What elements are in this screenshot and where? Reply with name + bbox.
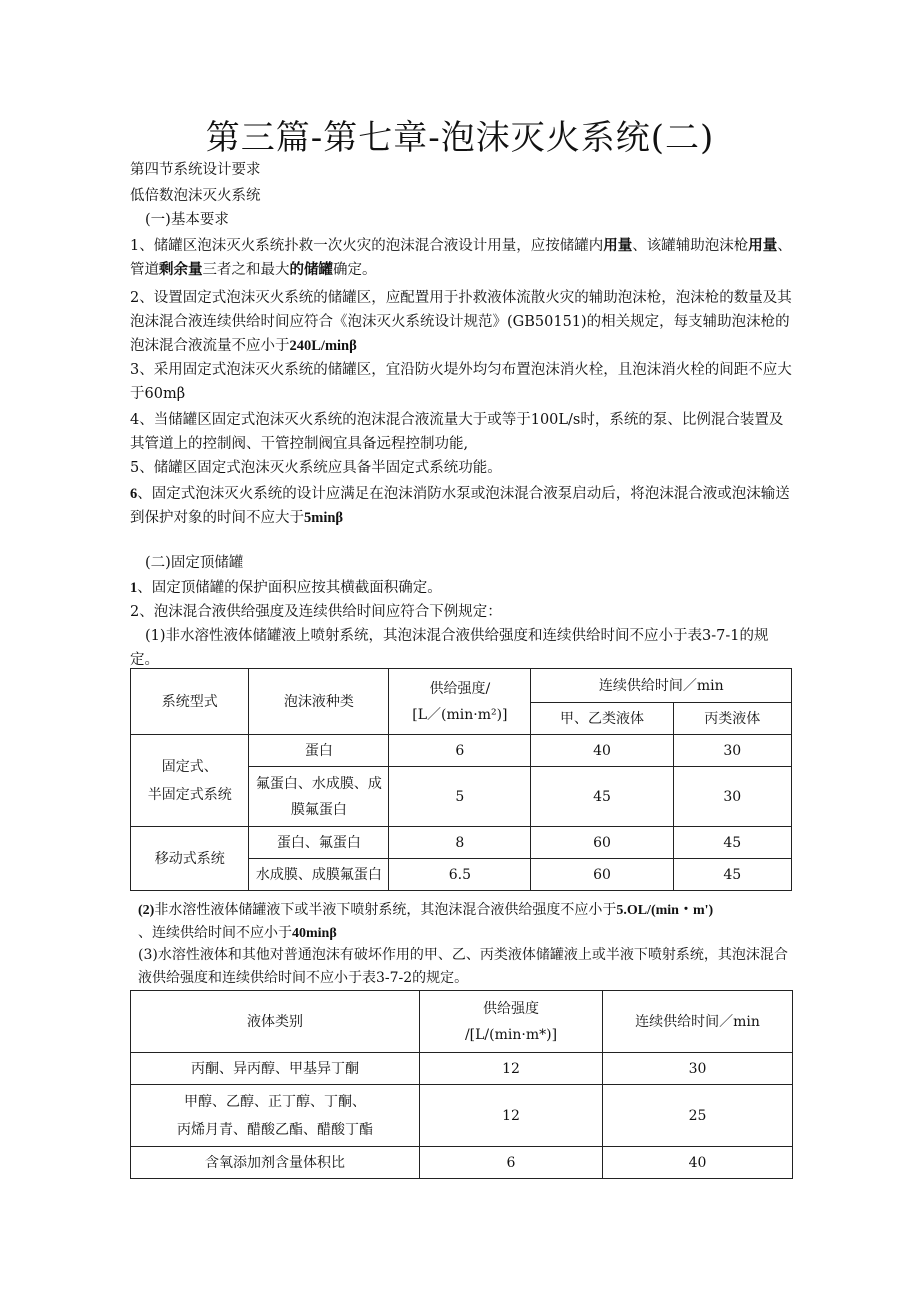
- cell-c: 45: [673, 827, 791, 859]
- cell-ab: 60: [531, 859, 673, 891]
- table-row: [131, 1085, 793, 1147]
- cell-ab: 45: [531, 767, 673, 827]
- paragraph-2: 2、设置固定式泡沫灭火系统的储罐区，应配置用于扑救液体流散火灾的辅助泡沫枪，泡沫枪的数量及其泡沫混合液连续供给时间应符合《泡沫灭火系统设计规范》(GB50151)的相关规定，每支辅助泡沫枪的泡沫混合液流量不应小于240L/minβ: [130, 290, 792, 354]
- cell-liquid: 含氧添加剂含量体积比: [131, 1147, 420, 1179]
- group-fixed: 固定式、 半固定式系统: [131, 735, 249, 827]
- table-row: [131, 735, 792, 767]
- part3-paragraph-1a: (2)非水溶性液体储罐液下或半液下喷射系统，其泡沫混合液供给强度不应小于5.OL/(min・m'): [138, 902, 714, 918]
- cell-c: 30: [673, 767, 791, 827]
- subsection-heading: 低倍数泡沫灭火系统: [130, 188, 261, 204]
- cell-time: 30: [603, 1053, 793, 1085]
- table-row: [131, 827, 792, 859]
- part3-paragraph-1b: 、连续供给时间不应小于40minβ: [138, 925, 337, 941]
- cell-time: 40: [603, 1147, 793, 1179]
- cell-ab: 40: [531, 735, 673, 767]
- cell-rate: 6: [420, 1147, 603, 1179]
- header-supply-rate: 供给强度/ [L／(min·m²)]: [389, 669, 531, 735]
- cell-c: 45: [673, 859, 791, 891]
- header-system-type: 系统型式: [131, 669, 249, 735]
- group-mobile: 移动式系统: [131, 827, 249, 891]
- part1-heading: (一)基本要求: [145, 212, 229, 228]
- table-3-7-1: [130, 668, 792, 891]
- paragraph-1: 1、储罐区泡沫灭火系统扑救一次火灾的泡沫混合液设计用量，应按储罐内用量、该罐辅助泡沫枪用量、管道剩余量三者之和最大的储罐确定。: [130, 238, 792, 278]
- cell-rate: 12: [420, 1085, 603, 1147]
- header-supply-time: 连续供给时间／min: [531, 669, 792, 703]
- part2-paragraph-1: 1、固定顶储罐的保护面积应按其横截面积确定。: [130, 580, 442, 596]
- cell-liquid: 丙酮、异丙醇、甲基异丁酮: [131, 1053, 420, 1085]
- cell-foam: 蛋白: [249, 735, 389, 767]
- cell-time: 25: [603, 1085, 793, 1147]
- section-heading: 第四节系统设计要求: [130, 162, 261, 178]
- cell-foam: 水成膜、成膜氟蛋白: [249, 859, 389, 891]
- cell-rate: 8: [389, 827, 531, 859]
- paragraph-5: 5、储罐区固定式泡沫灭火系统应具备半固定式系统功能。: [130, 460, 502, 476]
- paragraph-4: 4、当储罐区固定式泡沫灭火系统的泡沫混合液流量大于或等于100L/s时，系统的泵、比例混合装置及其管道上的控制阀、干管控制阀宜具备远程控制功能,: [130, 412, 784, 452]
- part3-paragraph-2: (3)水溶性液体和其他对普通泡沫有破坏作用的甲、乙、丙类液体储罐液上或半液下喷射系统，其泡沫混合液供给强度和连续供给时间不应小于表3-7-2的规定。: [138, 947, 788, 986]
- cell-rate: 6: [389, 735, 531, 767]
- table-row: [131, 1053, 793, 1085]
- part2-paragraph-2: 2、泡沫混合液供给强度及连续供给时间应符合下例规定：: [130, 604, 502, 620]
- cell-rate: 6.5: [389, 859, 531, 891]
- header-class-ab: 甲、乙类液体: [531, 703, 673, 735]
- cell-ab: 60: [531, 827, 673, 859]
- cell-foam: 氟蛋白、水成膜、成膜氟蛋白: [249, 767, 389, 827]
- page-title: 第三篇-第七章-泡沫灭火系统(二): [205, 118, 715, 158]
- cell-foam: 蛋白、氟蛋白: [249, 827, 389, 859]
- part2-paragraph-3: (1)非水溶性液体储罐液上喷射系统，其泡沫混合液供给强度和连续供给时间不应小于表3-7-1的规定。: [130, 628, 769, 668]
- cell-c: 30: [673, 735, 791, 767]
- paragraph-6: 6、固定式泡沫灭火系统的设计应满足在泡沫消防水泵或泡沫混合液泵启动后，将泡沫混合液或泡沫输送到保护对象的时间不应大于5minβ: [130, 486, 790, 526]
- cell-rate: 5: [389, 767, 531, 827]
- part2-heading: (二)固定顶储罐: [145, 555, 244, 571]
- header-foam-type: 泡沫液种类: [249, 669, 389, 735]
- cell-liquid: 甲醇、乙醇、正丁醇、丁酮、 丙烯月青、醋酸乙酯、醋酸丁酯: [131, 1085, 420, 1147]
- paragraph-3: 3、采用固定式泡沫灭火系统的储罐区，宜沿防火堤外均匀布置泡沫消火栓，且泡沫消火栓的间距不应大于60mβ: [130, 362, 792, 402]
- table-3-7-2: [130, 990, 793, 1179]
- cell-rate: 12: [420, 1053, 603, 1085]
- header-liquid: 液体类别: [131, 991, 420, 1053]
- header-supply-time: 连续供给时间／min: [603, 991, 793, 1053]
- header-class-c: 丙类液体: [673, 703, 791, 735]
- table-row: [131, 1147, 793, 1179]
- header-supply-rate: 供给强度 /[L/(min·m*)]: [420, 991, 603, 1053]
